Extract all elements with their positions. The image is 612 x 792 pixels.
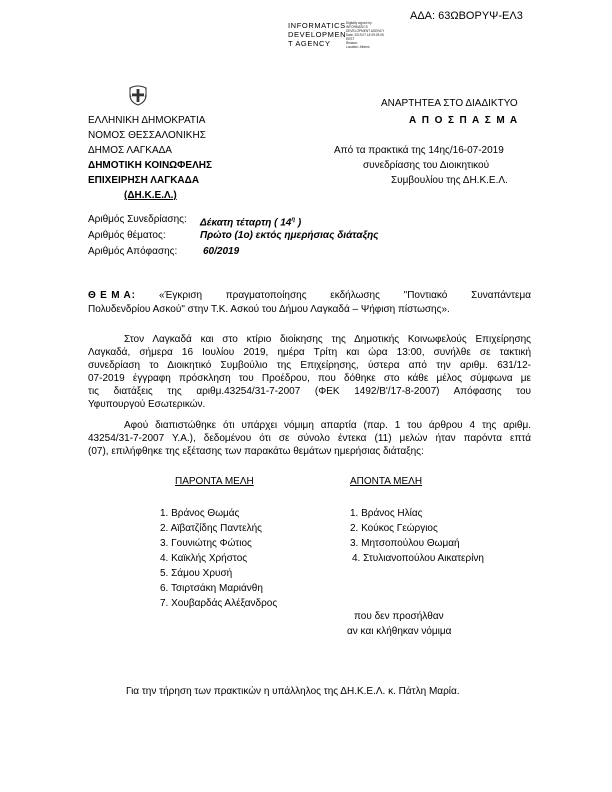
paragraph-1-line-5: τις διατάξεις της αριθμ.43254/31-7-2007 (ΦΕΚ 1492/Β'/17-8-2007) Απόφασης του	[88, 386, 531, 397]
extract-title: Α Π Ο Σ Π Α Σ Μ Α	[409, 115, 519, 126]
header-left-line-6: (ΔΗ.Κ.Ε.Λ.)	[124, 190, 177, 201]
session-label: Αριθμός Συνεδρίασης:	[88, 214, 187, 225]
paragraph-1-line-4: 07-2019 έγγραφη πρόσκληση του Προέδρου, που δόθηκε στο κάθε μέλος σύμφωνα με	[88, 373, 531, 384]
list-item: 4. Καϊκλής Χρήστος	[160, 553, 248, 564]
post-notice: ΑΝΑΡΤΗΤΕΑ ΣΤΟ ΔΙΑΔΙΚΤΥΟ	[381, 98, 518, 109]
minutes-line-2: συνεδρίασης του Διοικητικού	[363, 160, 490, 171]
signature-text-5: EEST	[346, 37, 355, 41]
decision-label: Αριθμός Απόφασης:	[88, 246, 178, 257]
decision-value: 60/2019	[203, 246, 240, 257]
signature-text-6: Reason:	[346, 41, 358, 45]
list-item: 3. Γουνιώτης Φώτιος	[160, 538, 252, 549]
topic-value: Πρώτο (1ο) εκτός ημερήσιας διάταξης	[200, 230, 379, 241]
list-item: 7. Χουβαρδάς Αλέξανδρος	[160, 598, 278, 609]
list-item: 1. Βράνος Θωμάς	[160, 508, 240, 519]
topic-label: Αριθμός θέματος:	[88, 230, 166, 241]
signature-text-1: Digitally signed by	[346, 21, 372, 25]
header-left-line-3: ΔΗΜΟΣ ΛΑΓΚΑΔΑ	[88, 145, 172, 156]
absent-members-title: ΑΠΟΝΤΑ ΜΕΛΗ	[350, 476, 423, 487]
paragraph-1-line-6: Υφυπουργού Εσωτερικών.	[88, 399, 206, 410]
header-left-line-5: ΕΠΙΧΕΙΡΗΣΗ ΛΑΓΚΑΔΑ	[88, 175, 200, 186]
paragraph-1-line-3: συνεδρίαση το Διοικητικό Συμβούλιο της Επιχείρησης, ύστερα από την αριθμ. 631/12-	[88, 360, 531, 371]
paragraph-1-line-2: Λαγκαδά, σήμερα 16 Ιουλίου 2019, ημέρα Τρίτη και ώρα 13:00, συνήλθε σε τακτική	[88, 347, 531, 358]
agency-logo-line-1: INFORMATICS	[288, 21, 346, 30]
signature-text-7: Location: Athens	[346, 45, 370, 49]
paragraph-1-line-1: Στον Λαγκαδά και στο κτίριο διοίκησης της Δημοτικής Κοινωφελούς Επιχείρησης	[124, 334, 531, 345]
agency-logo-line-3: T AGENCY	[288, 39, 331, 48]
paragraph-2-line-2: 43254/31-7-2007 Υ.Α.), δεδομένου ότι σε σύνολο έντεκα (11) μελών ήταν παρόντα επτά	[88, 433, 531, 444]
header-left-line-1: ΕΛΛΗΝΙΚΗ ΔΗΜΟΚΡΑΤΙΑ	[88, 115, 206, 126]
list-item: 2. Κούκος Γεώργιος	[350, 523, 438, 534]
paragraph-2-line-1: Αφού διαπιστώθηκε ότι υπάρχει νόμιμη απαρτία (παρ. 1 του άρθρου 4 της αριθμ.	[124, 420, 531, 431]
signature-text-3: DEVELOPMENT AGENCY	[346, 29, 385, 33]
minutes-line-1: Από τα πρακτικά της 14ης/16-07-2019	[334, 145, 504, 156]
subject-line-1: «Έγκριση πραγματοποίησης εκδήλωσης "Ποντιακό Συναπάντεμα	[159, 290, 531, 301]
footer-line: Για την τήρηση των πρακτικών η υπάλληλος της ΔΗ.Κ.Ε.Λ. κ. Πάτλη Μαρία.	[126, 686, 460, 697]
present-members-title: ΠΑΡΟΝΤΑ ΜΕΛΗ	[175, 476, 254, 487]
list-item: 4. Στυλιανοπούλου Αικατερίνη	[352, 553, 484, 564]
header-left-line-4: ΔΗΜΟΤΙΚΗ ΚΟΙΝΩΦΕΛΗΣ	[88, 160, 212, 171]
minutes-line-3: Συμβουλίου της ΔΗ.Κ.Ε.Λ.	[391, 175, 508, 186]
signature-text-4: Date: 2019.07.18 09:25:05	[346, 33, 384, 37]
paragraph-2-line-3: (07), επιλήφθηκε της εξέτασης των παρακάτω θεμάτων ημερήσιας διάταξης:	[88, 446, 424, 457]
agency-logo-line-2: DEVELOPMEN	[288, 30, 347, 39]
list-item: 1. Βράνος Ηλίας	[350, 508, 423, 519]
list-item: 2. Αϊβατζίδης Παντελής	[160, 523, 262, 534]
list-item: 5. Σάμου Χρυσή	[160, 568, 233, 579]
signature-text-2: INFORMATICS	[346, 25, 368, 29]
list-item: 6. Τσιρτσάκη Μαριάνθη	[160, 583, 263, 594]
header-left-line-2: ΝΟΜΟΣ ΘΕΣΣΑΛΟΝΙΚΗΣ	[88, 130, 206, 141]
list-item: 3. Μητσοπούλου Θωμαή	[350, 538, 460, 549]
subject-label: Θ Ε Μ Α:	[88, 290, 136, 301]
subject-line-2: Πολυδενδρίου Ασκού" στην Τ.Κ. Ασκού του Δήμου Λαγκαδά – Ψήφιση πίστωσης».	[88, 304, 450, 315]
ada-code: ΑΔΑ: 63ΩΒΟΡΥΨ-ΕΛ3	[410, 10, 523, 22]
session-value: Δέκατη τέταρτη ( $14^\eta$ )	[200, 217, 302, 229]
absent-note-line-2: αν και κλήθηκαν νόμιμα	[347, 626, 452, 637]
greek-coat-of-arms-icon	[128, 84, 148, 106]
absent-note-line-1: που δεν προσήλθαν	[354, 611, 444, 622]
